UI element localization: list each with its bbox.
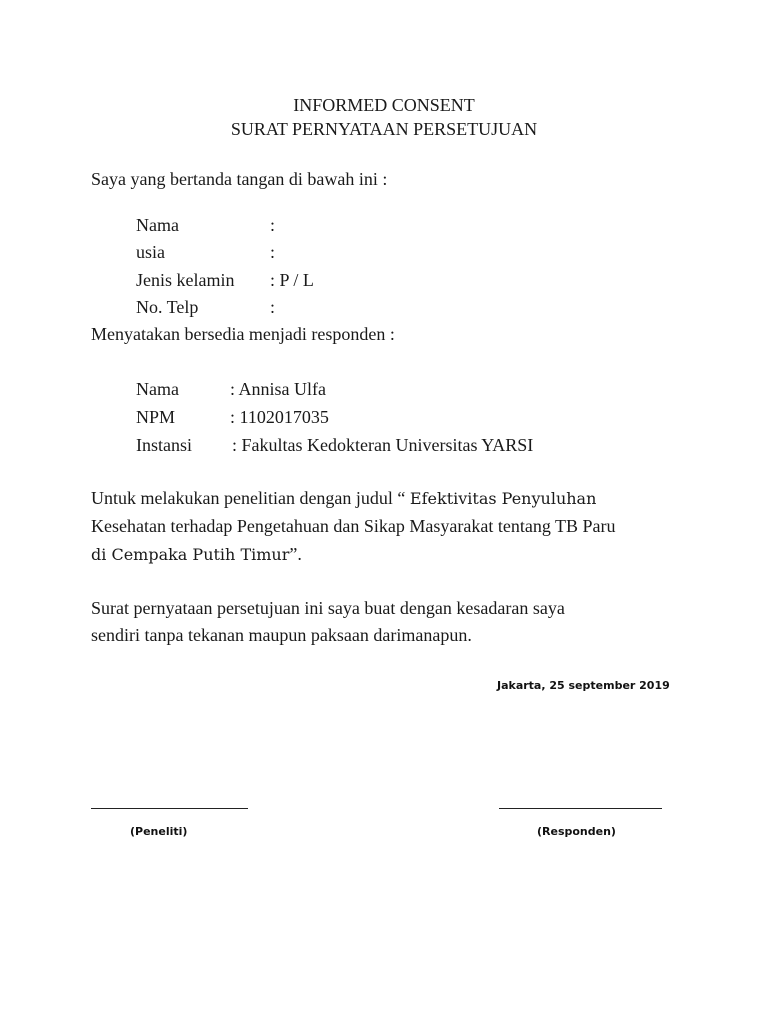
field-value: : 1102017035 — [230, 407, 329, 427]
purpose-line-2: Kesehatan terhadap Pengetahuan dan Sikap Masyarakat tentang TB Paru — [91, 516, 616, 536]
field-value: : — [270, 215, 276, 235]
statement-text: Menyatakan bersedia menjadi responden : — [91, 324, 395, 344]
purpose-line-1 — [91, 489, 596, 507]
purpose-suffix: ”. — [289, 544, 302, 564]
research-title-part-1: Efektivitas Penyuluhan — [409, 489, 597, 508]
researcher-role-label: (Peneliti) — [130, 825, 188, 838]
place-date: Jakarta, 25 september 2019 — [497, 679, 670, 692]
field-label: Nama — [136, 215, 179, 235]
field-label: Jenis kelamin — [136, 270, 235, 290]
respondent-signature-line — [499, 808, 662, 809]
researcher-signature-line — [91, 808, 248, 809]
closing-line-1: Surat pernyataan persetujuan ini saya buat dengan kesadaran saya — [91, 598, 565, 618]
field-value: : P / L — [270, 270, 314, 290]
field-label: No. Telp — [136, 297, 199, 317]
field-label: NPM — [136, 407, 176, 427]
document-title: INFORMED CONSENT — [293, 95, 475, 115]
field-value: : Annisa Ulfa — [230, 379, 326, 399]
purpose-line-3 — [91, 545, 302, 563]
field-label: Instansi — [136, 435, 192, 455]
field-value: : Fakultas Kedokteran Universitas YARSI — [232, 435, 534, 455]
field-value: : — [270, 242, 276, 262]
respondent-role-label: (Responden) — [537, 825, 616, 838]
intro-text: Saya yang bertanda tangan di bawah ini : — [91, 169, 388, 189]
research-title-part-3: di Cempaka Putih Timur — [91, 545, 290, 564]
field-value: : — [270, 297, 276, 317]
purpose-prefix: Untuk melakukan penelitian dengan judul “ — [91, 488, 410, 508]
closing-line-2: sendiri tanpa tekanan maupun paksaan darimanapun. — [91, 625, 472, 645]
document-subtitle: SURAT PERNYATAAN PERSETUJUAN — [230, 119, 538, 139]
field-label: Nama — [136, 379, 179, 399]
field-label: usia — [136, 242, 165, 262]
